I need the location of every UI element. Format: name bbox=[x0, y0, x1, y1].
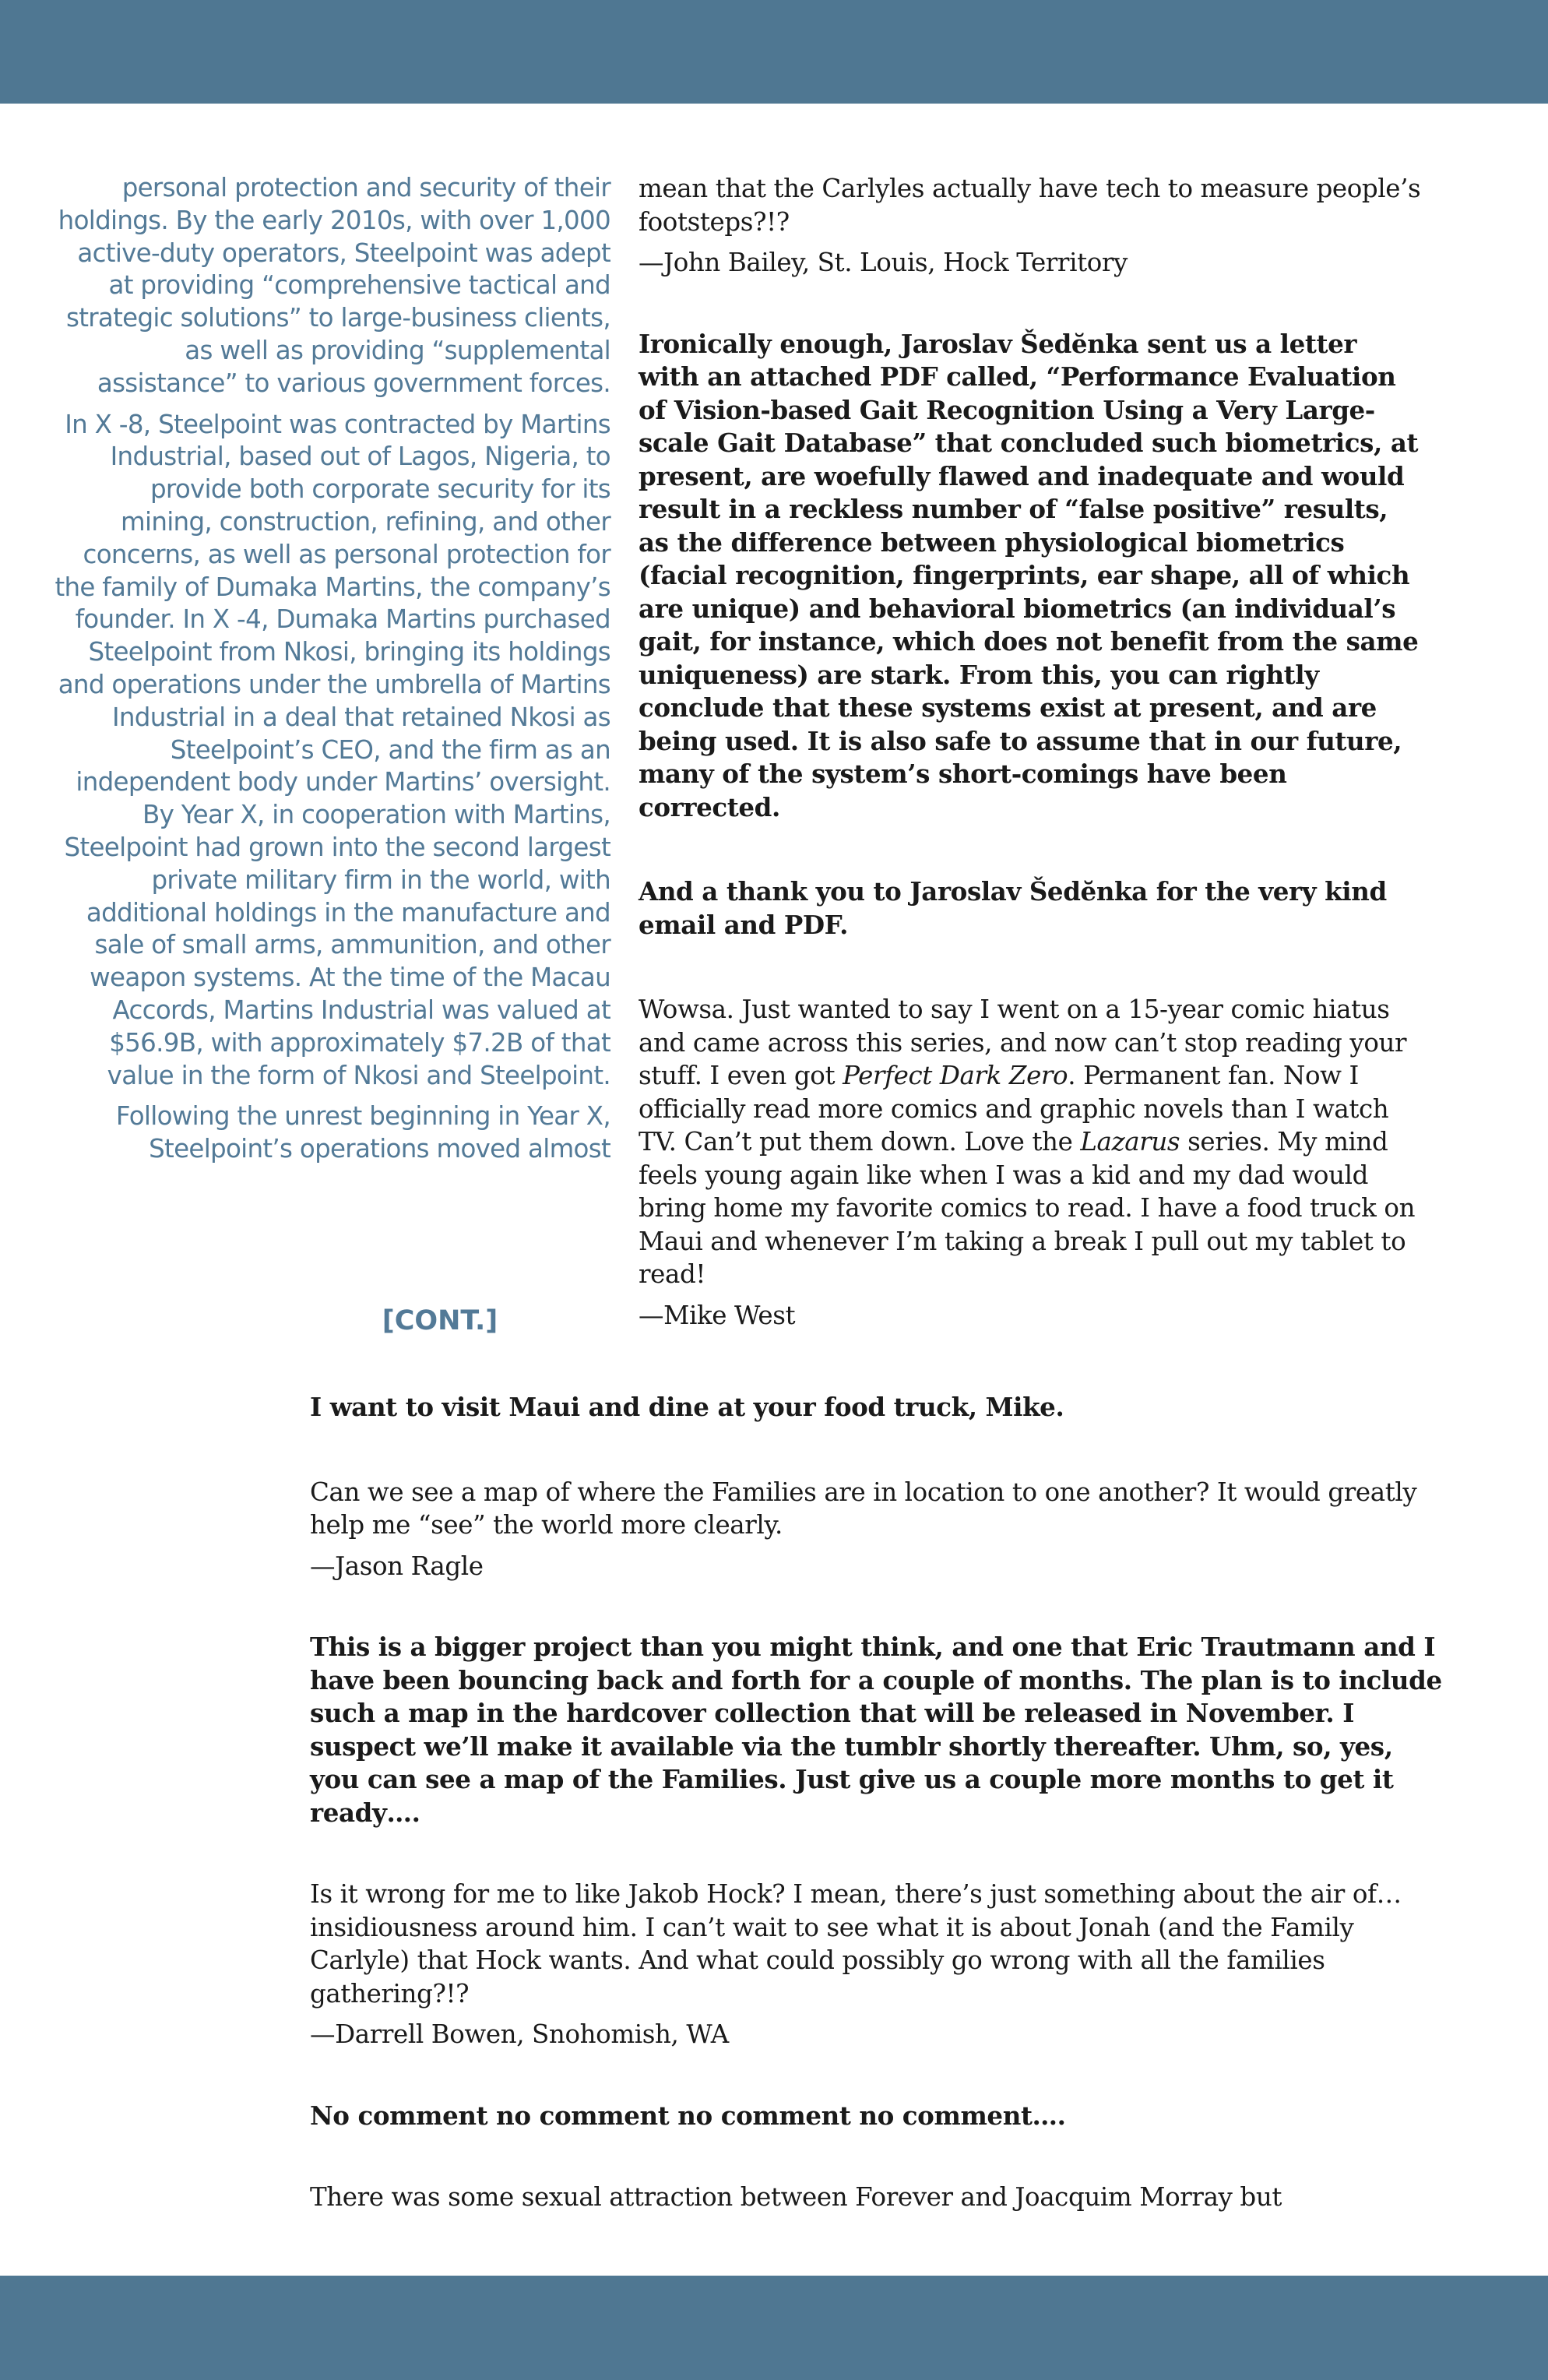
letter-text: Can we see a map of where the Families are in location to one another? It would greatly help me “see” the world more clearly. bbox=[310, 1477, 1417, 1540]
sidebar-paragraph: In X -8, Steelpoint was contracted by Martins Industrial, based out of Lagos, Nigeria, to provide both corporate security for its mining, construction, refining, and other concerns, as well as personal protection for the family of Dumaka Martins, the company’s founder. In X -4, Dumaka Martins purchased Steelpoint from Nkosi, bringing its holdings and operations under the umbrella of Martins Industrial in a deal that retained Nkosi as Steelpoint’s CEO, and the firm as an independent body under Martins’ oversight. By Year X, in cooperation with Martins, Steelpoint had grown into the second largest private military firm in the world, with additional holdings in the manufacture and sale of small arms, ammunition, and other weapon systems. At the time of the Macau Accords, Martins Industrial was valued at $56.9B, with approximately $7.2B of that value in the form of Nkosi and Steelpoint. bbox=[55, 409, 610, 1090]
letter-text-part: . Permanent fan. Now I officially read more comics and graphic novels than I watch TV. Can’t put them down. Love the bbox=[639, 1061, 1389, 1157]
editor-reply: And a thank you to Jaroslav Šedĕnka for the very kind email and PDF. bbox=[639, 876, 1387, 940]
letter-signature: —Jason Ragle bbox=[310, 1551, 484, 1581]
sidebar-paragraph: personal protection and security of their holdings. By the early 2010s, with over 1,000 active-duty operators, Steelpoint was adept at providing “comprehensive tactical and strategic solutions” to large-business clients, as well as providing “supplemental assistance” to various government forces. bbox=[58, 173, 610, 398]
book-title: Perfect Dark Zero bbox=[843, 1061, 1068, 1090]
header-band bbox=[0, 0, 1548, 104]
letter-text-part: series. My mind feels young again like when I was a kid and my dad would bring home my favorite comics to read. I have a food truck on Maui and whenever I’m taking a break I pull out my tablet to read! bbox=[639, 1127, 1416, 1289]
letter-text: mean that the Carlyles actually have tech to measure people’s footsteps?!? bbox=[639, 174, 1421, 237]
continued-marker: [CONT.] bbox=[382, 1305, 498, 1336]
letter-signature: —Darrell Bowen, Snohomish, WA bbox=[310, 2019, 729, 2049]
editor-reply: No comment no comment no comment no comment…. bbox=[310, 2100, 1066, 2131]
sidebar-column bbox=[53, 172, 610, 1174]
editor-reply: Ironically enough, Jaroslav Šedĕnka sent us a letter with an attached PDF called, “Performance Evaluation of Vision-based Gait Recognition Using a Very Large-scale Gait Database” that concluded such biometrics, at present, are woefully flawed and inadequate and would result in a reckless number of “false positive” results, as the difference between physiological biometrics (facial recognition, fingerprints, ear shape, all of which are unique) and behavioral biometrics (an individual’s gait, for instance, which does not benefit from the same uniqueness) are stark. From this, you can rightly conclude that these systems exist at present, and are being used. It is also safe to assume that in our future, many of the system’s short-comings have been corrected. bbox=[639, 328, 1419, 822]
letter-signature: —John Bailey, St. Louis, Hock Territory bbox=[639, 248, 1128, 277]
book-title: Lazarus bbox=[1080, 1127, 1180, 1157]
letters-right-column bbox=[639, 172, 1425, 1332]
sidebar-paragraph: Following the unrest beginning in Year X, Steelpoint’s operations moved almost bbox=[115, 1101, 610, 1164]
letter-text: There was some sexual attraction between Forever and Joacquim Morray but bbox=[310, 2182, 1282, 2212]
letters-lower-section bbox=[310, 1391, 1447, 2214]
editor-reply: This is a bigger project than you might think, and one that Eric Trautmann and I have been bouncing back and forth for a couple of months. The plan is to include such a map in the hardcover collection that will be released in November. I suspect we’ll make it available via the tumblr shortly thereafter. Uhm, so, yes, you can see a map of the Families. Just give us a couple more months to get it ready…. bbox=[310, 1632, 1442, 1828]
footer-band bbox=[0, 2276, 1548, 2380]
letter-text-part: Wowsa. Just wanted to say I went on a 15-year comic hiatus and came across this series, and now can’t stop reading your stuff. I even got bbox=[639, 995, 1407, 1090]
letter-text: Is it wrong for me to like Jakob Hock? I mean, there’s just something about the air of…insidiousness around him. I can’t wait to see what it is about Jonah (and the Family Carlyle) that Hock wants. And what could possibly go wrong with all the families gathering?!? bbox=[310, 1879, 1402, 2009]
letter-text bbox=[639, 993, 1425, 1291]
letter-signature: —Mike West bbox=[639, 1300, 796, 1330]
editor-reply: I want to visit Maui and dine at your food truck, Mike. bbox=[310, 1392, 1064, 1422]
